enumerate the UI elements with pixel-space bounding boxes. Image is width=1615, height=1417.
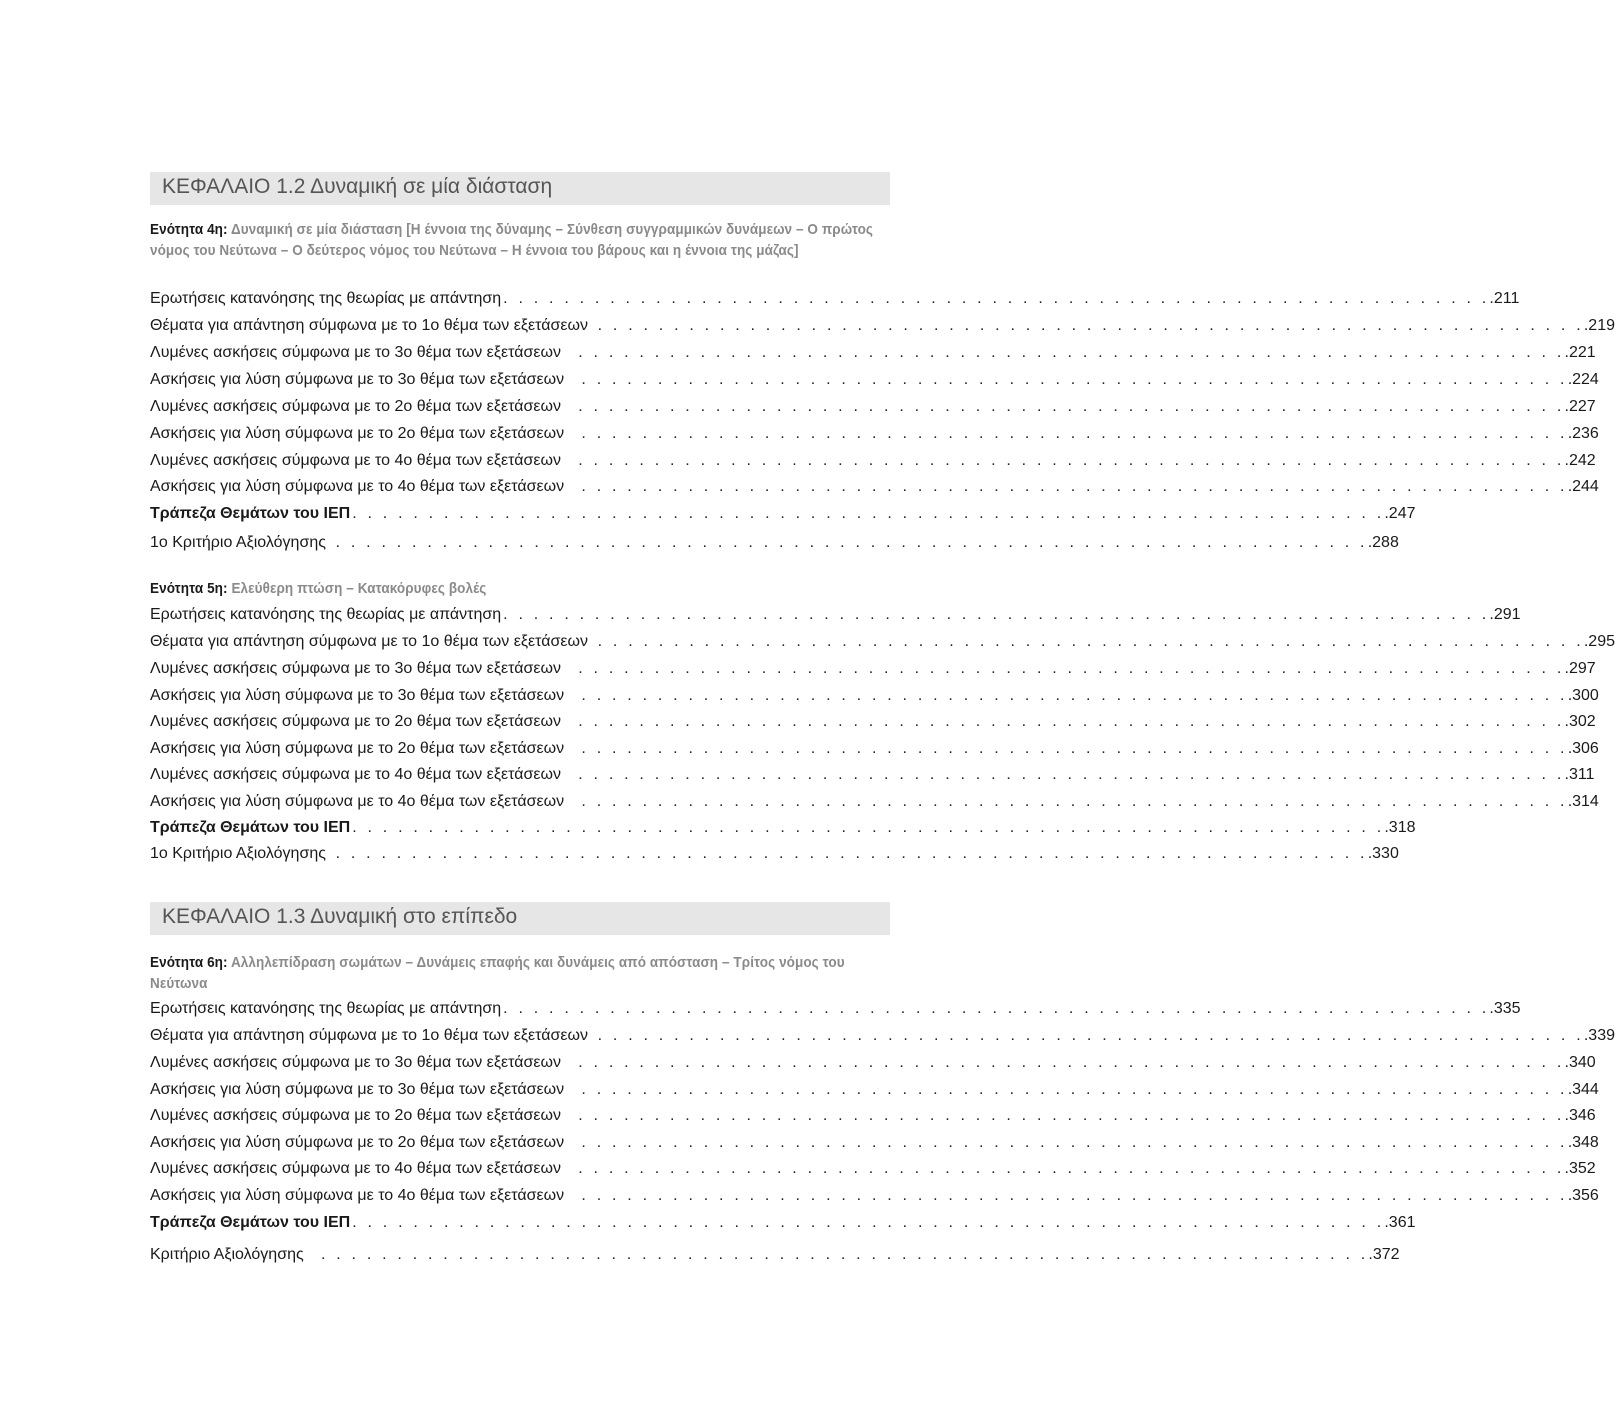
toc-page-number: .236 [1567,425,1599,442]
toc-entry[interactable] [150,817,1416,839]
toc-entry-label: Τράπεζα Θεμάτων του ΙΕΠ [150,819,351,836]
toc-page-number: .221 [1564,344,1596,361]
toc-entry[interactable] [150,604,1521,626]
dot-leader: . . . . . . . . . . . . . . . . . . . . . . . . . . . . . . . . . . . . . . . . . . . . . . . . . . . . . . . . . . . . . . . . . . . . [352,1214,1385,1231]
toc-entry[interactable] [150,396,1596,418]
toc-entry[interactable] [150,711,1596,733]
toc-page-number: .348 [1567,1134,1599,1151]
toc-page-number: .219 [1583,317,1615,334]
toc-entry-label: Ασκήσεις για λύση σύμφωνα με το 2ο θέμα των εξετάσεων [150,425,565,442]
toc-page-number: .224 [1567,371,1599,388]
unit-prefix: Ενότητα 4η: [150,221,228,238]
toc-page-number: .288 [1367,534,1399,551]
toc-entry-label: Τράπεζα Θεμάτων του ΙΕΠ [150,1214,351,1231]
toc-entry[interactable] [150,503,1416,525]
toc-entry[interactable] [150,738,1599,760]
unit-header [150,952,890,994]
dot-leader: . . . . . . . . . . . . . . . . . . . . . . . . . . . . . . . . . . . . . . . . . . . . . . . . . . . . . . . . . . . . . . . . . . . . . [305,1246,1369,1263]
toc-entry[interactable] [150,843,1399,865]
dot-leader: . . . . . . . . . . . . . . . . . . . . . . . . . . . . . . . . . . . . . . . . . . . . . . . . . . . . . . . . . . . . . . . . . [566,1187,1568,1204]
toc-entry[interactable] [150,685,1599,707]
dot-leader: . . . . . . . . . . . . . . . . . . . . . . . . . . . . . . . . . . . . . . . . . . . . . . . . . . . . . . . . . . . . . . . . . [503,290,1490,307]
toc-entry-label: Λυμένες ασκήσεις σύμφωνα με το 3ο θέμα των εξετάσεων [150,344,561,361]
toc-entry-label: Ασκήσεις για λύση σύμφωνα με το 4ο θέμα των εξετάσεων [150,793,565,810]
dot-leader: . . . . . . . . . . . . . . . . . . . . . . . . . . . . . . . . . . . . . . . . . . . . . . . . . . . . . . . . . . . . . . . . . . . . [327,845,1368,862]
toc-entry[interactable] [150,658,1596,680]
dot-leader: . . . . . . . . . . . . . . . . . . . . . . . . . . . . . . . . . . . . . . . . . . . . . . . . . . . . . . . . . . . . . . . . . [566,740,1568,757]
dot-leader: . . . . . . . . . . . . . . . . . . . . . . . . . . . . . . . . . . . . . . . . . . . . . . . . . . . . . . . . . . . . . . . . . [562,1160,1565,1177]
toc-entry[interactable] [150,369,1599,391]
toc-entry-label: Λυμένες ασκήσεις σύμφωνα με το 3ο θέμα των εξετάσεων [150,1054,561,1071]
toc-entry-label: Κριτήριο Αξιολόγησης [150,1246,304,1263]
toc-entry[interactable] [150,1025,1615,1047]
toc-entry-label: Ερωτήσεις κατανόησης της θεωρίας με απάντηση [150,606,502,623]
toc-page-number: .306 [1567,740,1599,757]
toc-page-number: .311 [1564,766,1595,783]
toc-entry-label: Λυμένες ασκήσεις σύμφωνα με το 2ο θέμα των εξετάσεων [150,398,561,415]
toc-page-number: .346 [1564,1107,1596,1124]
toc-page-number: .291 [1489,606,1521,623]
toc-entry-label: Ερωτήσεις κατανόησης της θεωρίας με απάντηση [150,1000,502,1017]
dot-leader: . . . . . . . . . . . . . . . . . . . . . . . . . . . . . . . . . . . . . . . . . . . . . . . . . . . . . . . . . . . . . . . . . [589,317,1584,334]
dot-leader: . . . . . . . . . . . . . . . . . . . . . . . . . . . . . . . . . . . . . . . . . . . . . . . . . . . . . . . . . . . . . . . . . [562,713,1565,730]
toc-page-number: .339 [1583,1027,1615,1044]
chapter-bar [150,902,890,935]
dot-leader: . . . . . . . . . . . . . . . . . . . . . . . . . . . . . . . . . . . . . . . . . . . . . . . . . . . . . . . . . . . . . . . . . [562,344,1565,361]
toc-page-number: .335 [1489,1000,1521,1017]
toc-entry-label: 1ο Κριτήριο Αξιολόγησης [150,845,326,862]
toc-entry-label: Ασκήσεις για λύση σύμφωνα με το 3ο θέμα των εξετάσεων [150,687,565,704]
toc-page-number: .211 [1489,290,1520,307]
dot-leader: . . . . . . . . . . . . . . . . . . . . . . . . . . . . . . . . . . . . . . . . . . . . . . . . . . . . . . . . . . . . . . . . . [562,398,1565,415]
toc-page-number: .361 [1384,1214,1416,1231]
dot-leader: . . . . . . . . . . . . . . . . . . . . . . . . . . . . . . . . . . . . . . . . . . . . . . . . . . . . . . . . . . . . . . . . . [562,660,1565,677]
dot-leader: . . . . . . . . . . . . . . . . . . . . . . . . . . . . . . . . . . . . . . . . . . . . . . . . . . . . . . . . . . . . . . . . . [503,606,1490,623]
toc-entry-label: Ασκήσεις για λύση σύμφωνα με το 4ο θέμα των εξετάσεων [150,1187,565,1204]
toc-entry[interactable] [150,764,1595,786]
toc-entry[interactable] [150,315,1615,337]
unit-title: Ελεύθερη πτώση – Κατακόρυφες βολές [231,580,487,597]
toc-entry[interactable] [150,1212,1416,1234]
toc-entry-label: Λυμένες ασκήσεις σύμφωνα με το 4ο θέμα των εξετάσεων [150,1160,561,1177]
chapter-title: ΚΕΦΑΛΑΙΟ 1.2 Δυναμική σε μία διάσταση [162,175,553,198]
toc-page-number: .352 [1564,1160,1596,1177]
toc-entry[interactable] [150,1105,1596,1127]
toc-page-number: .244 [1567,478,1599,495]
unit-prefix: Ενότητα 6η: [150,954,228,971]
toc-page-number: .344 [1567,1081,1599,1098]
toc-entry[interactable] [150,791,1599,813]
toc-entry[interactable] [150,288,1520,310]
dot-leader: . . . . . . . . . . . . . . . . . . . . . . . . . . . . . . . . . . . . . . . . . . . . . . . . . . . . . . . . . . . . . . . . . . . . [327,534,1368,551]
toc-entry[interactable] [150,1079,1599,1101]
chapter-bar [150,172,890,205]
dot-leader: . . . . . . . . . . . . . . . . . . . . . . . . . . . . . . . . . . . . . . . . . . . . . . . . . . . . . . . . . . . . . . . . . [503,1000,1490,1017]
toc-page-number: .247 [1384,505,1416,522]
toc-page-number: .300 [1567,687,1599,704]
toc-entry-label: Θέματα για απάντηση σύμφωνα με το 1ο θέμα των εξετάσεων [150,317,588,334]
dot-leader: . . . . . . . . . . . . . . . . . . . . . . . . . . . . . . . . . . . . . . . . . . . . . . . . . . . . . . . . . . . . . . . . . [562,766,1565,783]
toc-entry[interactable] [150,1132,1599,1154]
toc-page-number: .242 [1564,452,1596,469]
dot-leader: . . . . . . . . . . . . . . . . . . . . . . . . . . . . . . . . . . . . . . . . . . . . . . . . . . . . . . . . . . . . . . . . . [589,633,1584,650]
toc-entry-label: Ερωτήσεις κατανόησης της θεωρίας με απάντηση [150,290,502,307]
toc-entry-label: Ασκήσεις για λύση σύμφωνα με το 3ο θέμα των εξετάσεων [150,371,565,388]
toc-entry[interactable] [150,1185,1599,1207]
toc-entry-label: Ασκήσεις για λύση σύμφωνα με το 2ο θέμα των εξετάσεων [150,740,565,757]
toc-entry-label: Ασκήσεις για λύση σύμφωνα με το 3ο θέμα των εξετάσεων [150,1081,565,1098]
toc-entry[interactable] [150,1244,1400,1266]
toc-entry-label: 1ο Κριτήριο Αξιολόγησης [150,534,326,551]
toc-entry-label: Θέματα για απάντηση σύμφωνα με το 1ο θέμα των εξετάσεων [150,633,588,650]
toc-entry-label: Τράπεζα Θεμάτων του ΙΕΠ [150,505,351,522]
dot-leader: . . . . . . . . . . . . . . . . . . . . . . . . . . . . . . . . . . . . . . . . . . . . . . . . . . . . . . . . . . . . . . . . . . . . [352,819,1385,836]
toc-entry[interactable] [150,1052,1596,1074]
toc-page-number: .297 [1564,660,1596,677]
toc-entry-label: Θέματα για απάντηση σύμφωνα με το 1ο θέμα των εξετάσεων [150,1027,588,1044]
toc-entry[interactable] [150,423,1599,445]
dot-leader: . . . . . . . . . . . . . . . . . . . . . . . . . . . . . . . . . . . . . . . . . . . . . . . . . . . . . . . . . . . . . . . . . [562,452,1565,469]
toc-entry[interactable] [150,1158,1596,1180]
toc-entry[interactable] [150,476,1599,498]
dot-leader: . . . . . . . . . . . . . . . . . . . . . . . . . . . . . . . . . . . . . . . . . . . . . . . . . . . . . . . . . . . . . . . . . [589,1027,1584,1044]
toc-entry-label: Ασκήσεις για λύση σύμφωνα με το 2ο θέμα των εξετάσεων [150,1134,565,1151]
dot-leader: . . . . . . . . . . . . . . . . . . . . . . . . . . . . . . . . . . . . . . . . . . . . . . . . . . . . . . . . . . . . . . . . . [566,793,1568,810]
toc-entry-label: Λυμένες ασκήσεις σύμφωνα με το 4ο θέμα των εξετάσεων [150,766,561,783]
toc-entry-label: Λυμένες ασκήσεις σύμφωνα με το 3ο θέμα των εξετάσεων [150,660,561,677]
dot-leader: . . . . . . . . . . . . . . . . . . . . . . . . . . . . . . . . . . . . . . . . . . . . . . . . . . . . . . . . . . . . . . . . . [562,1054,1565,1071]
toc-page-number: .356 [1567,1187,1599,1204]
toc-entry-label: Λυμένες ασκήσεις σύμφωνα με το 2ο θέμα των εξετάσεων [150,1107,561,1124]
dot-leader: . . . . . . . . . . . . . . . . . . . . . . . . . . . . . . . . . . . . . . . . . . . . . . . . . . . . . . . . . . . . . . . . . [566,687,1568,704]
toc-entry-label: Ασκήσεις για λύση σύμφωνα με το 4ο θέμα των εξετάσεων [150,478,565,495]
toc-page-number: .318 [1384,819,1416,836]
toc-page-number: .302 [1564,713,1596,730]
toc-entry[interactable] [150,998,1521,1020]
toc-page-number: .227 [1564,398,1596,415]
unit-header [150,578,890,599]
unit-title: Δυναμική σε μία διάσταση [Η έννοια της δύναμης – Σύνθεση συγγραμμικών δυνάμεων – Ο πρώτος νόμος του Νεύτωνα – Ο δεύτερος νόμος του Νεύτωνα – Η έννοια του βάρους και η έννοια της μάζας] [150,221,874,259]
toc-page-number: .295 [1583,633,1615,650]
toc-page-number: .340 [1564,1054,1596,1071]
chapter-title: ΚΕΦΑΛΑΙΟ 1.3 Δυναμική στο επίπεδο [162,905,518,928]
toc-entry-label: Λυμένες ασκήσεις σύμφωνα με το 4ο θέμα των εξετάσεων [150,452,561,469]
dot-leader: . . . . . . . . . . . . . . . . . . . . . . . . . . . . . . . . . . . . . . . . . . . . . . . . . . . . . . . . . . . . . . . . . [566,425,1568,442]
dot-leader: . . . . . . . . . . . . . . . . . . . . . . . . . . . . . . . . . . . . . . . . . . . . . . . . . . . . . . . . . . . . . . . . . [566,478,1568,495]
toc-page-number: .314 [1567,793,1599,810]
toc-entry[interactable] [150,342,1596,364]
unit-title: Αλληλεπίδραση σωμάτων – Δυνάμεις επαφής και δυνάμεις από απόσταση – Τρίτος νόμος του Νεύτωνα [150,954,845,992]
unit-header [150,219,890,261]
toc-entry[interactable] [150,450,1596,472]
toc-entry[interactable] [150,631,1615,653]
toc-page-number: .330 [1367,845,1399,862]
dot-leader: . . . . . . . . . . . . . . . . . . . . . . . . . . . . . . . . . . . . . . . . . . . . . . . . . . . . . . . . . . . . . . . . . [566,1134,1568,1151]
dot-leader: . . . . . . . . . . . . . . . . . . . . . . . . . . . . . . . . . . . . . . . . . . . . . . . . . . . . . . . . . . . . . . . . . [566,371,1568,388]
dot-leader: . . . . . . . . . . . . . . . . . . . . . . . . . . . . . . . . . . . . . . . . . . . . . . . . . . . . . . . . . . . . . . . . . [562,1107,1565,1124]
unit-prefix: Ενότητα 5η: [150,580,228,597]
dot-leader: . . . . . . . . . . . . . . . . . . . . . . . . . . . . . . . . . . . . . . . . . . . . . . . . . . . . . . . . . . . . . . . . . [566,1081,1568,1098]
toc-entry-label: Λυμένες ασκήσεις σύμφωνα με το 2ο θέμα των εξετάσεων [150,713,561,730]
toc-page-number: .372 [1368,1246,1400,1263]
toc-entry[interactable] [150,532,1399,554]
dot-leader: . . . . . . . . . . . . . . . . . . . . . . . . . . . . . . . . . . . . . . . . . . . . . . . . . . . . . . . . . . . . . . . . . . . . [352,505,1385,522]
